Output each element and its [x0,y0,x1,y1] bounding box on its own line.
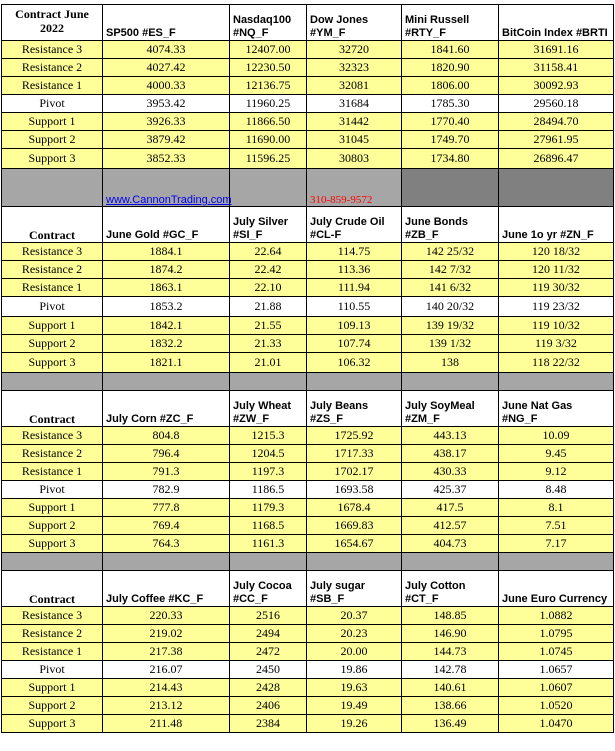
level-value: 1186.5 [230,481,307,499]
level-value: 1785.30 [402,95,499,113]
level-value: 1168.5 [230,517,307,535]
header-row [2,391,614,427]
pivot-row [2,481,614,499]
level-value: 1.0657 [499,661,614,679]
level-value: 22.10 [230,279,307,297]
separator-cell [499,373,614,391]
level-value: 11690.00 [230,131,307,149]
separator-cell [402,553,499,571]
level-value: 27961.95 [499,131,614,149]
level-label: Support 2 [2,517,103,535]
level-value: 11960.25 [230,95,307,113]
level-label: Pivot [2,95,103,113]
level-value: 425.37 [402,481,499,499]
website-link[interactable]: www.CannonTrading.com [103,169,230,207]
level-value: 142 25/32 [402,243,499,261]
level-row [2,463,614,481]
level-row [2,149,614,169]
level-value: 782.9 [103,481,230,499]
separator-cell [103,373,230,391]
column-header: July SoyMeal #ZM_F [402,391,499,427]
level-value: 2428 [230,679,307,697]
level-value: 31045 [307,131,402,149]
level-value: 1693.58 [307,481,402,499]
level-value: 219.02 [103,625,230,643]
level-value: 1749.70 [402,131,499,149]
level-row [2,535,614,553]
column-header: July Beans #ZS_F [307,391,402,427]
banner-cell [2,169,103,207]
level-value: 3926.33 [103,113,230,131]
level-value: 4027.42 [103,59,230,77]
level-value: 31158.41 [499,59,614,77]
level-value: 140.61 [402,679,499,697]
column-header: July Cotton #CT_F [402,571,499,607]
level-value: 211.48 [103,715,230,733]
banner-cell [230,169,307,207]
level-value: 30092.93 [499,77,614,95]
level-value: 11596.25 [230,149,307,169]
level-value: 31684 [307,95,402,113]
level-value: 1717.33 [307,445,402,463]
level-value: 2494 [230,625,307,643]
level-value: 21.33 [230,335,307,353]
level-value: 109.13 [307,317,402,335]
level-value: 2406 [230,697,307,715]
level-value: 1725.92 [307,427,402,445]
level-value: 3953.42 [103,95,230,113]
level-value: 19.26 [307,715,402,733]
level-label: Support 2 [2,697,103,715]
level-value: 216.07 [103,661,230,679]
level-value: 148.85 [402,607,499,625]
level-value: 796.4 [103,445,230,463]
level-row [2,697,614,715]
separator-cell [230,553,307,571]
column-header: July Silver #SI_F [230,207,307,243]
level-value: 26896.47 [499,149,614,169]
level-value: 3852.33 [103,149,230,169]
level-value: 4000.33 [103,77,230,95]
column-header: July Wheat #ZW_F [230,391,307,427]
level-value: 804.8 [103,427,230,445]
level-row [2,445,614,463]
level-value: 119 10/32 [499,317,614,335]
level-value: 139 1/32 [402,335,499,353]
level-label: Support 3 [2,715,103,733]
separator-cell [2,553,103,571]
level-value: 19.86 [307,661,402,679]
support-resistance-table [1,4,614,733]
phone-number: 310-859-9572 [307,169,402,207]
level-value: 1654.67 [307,535,402,553]
separator-cell [307,373,402,391]
level-value: 430.33 [402,463,499,481]
level-row [2,243,614,261]
pivot-row [2,661,614,679]
level-row [2,41,614,59]
level-label: Resistance 3 [2,41,103,59]
level-value: 8.48 [499,481,614,499]
section-stock-indices [2,5,614,169]
level-value: 120 11/32 [499,261,614,279]
level-value: 1702.17 [307,463,402,481]
level-value: 31442 [307,113,402,131]
level-value: 31691.16 [499,41,614,59]
level-value: 11866.50 [230,113,307,131]
level-value: 9.12 [499,463,614,481]
level-value: 1806.00 [402,77,499,95]
level-label: Resistance 1 [2,77,103,95]
section-metals-energy-bonds [2,207,614,373]
level-label: Resistance 3 [2,243,103,261]
level-label: Resistance 2 [2,445,103,463]
level-value: 404.73 [402,535,499,553]
level-label: Resistance 3 [2,427,103,445]
level-value: 777.8 [103,499,230,517]
level-row [2,59,614,77]
level-value: 3879.42 [103,131,230,149]
level-value: 2516 [230,607,307,625]
level-value: 1204.5 [230,445,307,463]
level-value: 1821.1 [103,353,230,373]
pivot-row [2,297,614,317]
column-header: Nasdaq100 #NQ_F [230,5,307,41]
level-row [2,715,614,733]
separator-cell [499,553,614,571]
level-value: 791.3 [103,463,230,481]
level-value: 111.94 [307,279,402,297]
column-header: July Cocoa #CC_F [230,571,307,607]
level-value: 1.0745 [499,643,614,661]
level-row [2,499,614,517]
level-value: 20.23 [307,625,402,643]
level-value: 1841.60 [402,41,499,59]
separator-cell [307,553,402,571]
contract-header-line1: Contract June [15,7,89,21]
level-value: 1884.1 [103,243,230,261]
level-value: 1832.2 [103,335,230,353]
section-softs-currency [2,571,614,733]
spacer-group [2,373,614,391]
contract-header [2,5,103,41]
separator-cell [402,373,499,391]
level-label: Resistance 3 [2,607,103,625]
level-label: Resistance 2 [2,625,103,643]
column-header: June Nat Gas #NG_F [499,391,614,427]
column-header: July Coffee #KC_F [103,571,230,607]
level-value: 114.75 [307,243,402,261]
level-label: Pivot [2,481,103,499]
level-value: 2384 [230,715,307,733]
separator-row [2,373,614,391]
level-value: 120 18/32 [499,243,614,261]
level-value: 141 6/32 [402,279,499,297]
level-row [2,335,614,353]
separator-cell [2,373,103,391]
level-row [2,625,614,643]
level-row [2,279,614,297]
level-value: 22.64 [230,243,307,261]
level-value: 12136.75 [230,77,307,95]
level-row [2,261,614,279]
level-value: 138 [402,353,499,373]
level-value: 28494.70 [499,113,614,131]
level-value: 138.66 [402,697,499,715]
level-label: Resistance 1 [2,279,103,297]
level-value: 118 22/32 [499,353,614,373]
level-value: 1842.1 [103,317,230,335]
level-value: 21.01 [230,353,307,373]
level-row [2,643,614,661]
level-row [2,607,614,625]
level-value: 764.3 [103,535,230,553]
separator-cell [103,553,230,571]
header-row [2,207,614,243]
level-value: 32081 [307,77,402,95]
level-value: 119 30/32 [499,279,614,297]
level-value: 217.38 [103,643,230,661]
column-header: July Corn #ZC_F [103,391,230,427]
level-value: 9.45 [499,445,614,463]
level-label: Resistance 1 [2,643,103,661]
level-label: Resistance 1 [2,463,103,481]
level-value: 29560.18 [499,95,614,113]
level-value: 213.12 [103,697,230,715]
section-grains-natgas [2,391,614,553]
level-value: 1734.80 [402,149,499,169]
column-header: Mini Russell #RTY_F [402,5,499,41]
level-row [2,517,614,535]
contract-header: Contract [2,207,103,243]
level-label: Support 1 [2,113,103,131]
level-value: 30803 [307,149,402,169]
header-row [2,571,614,607]
level-value: 1.0470 [499,715,614,733]
separator-cell [230,373,307,391]
level-value: 119 23/32 [499,297,614,317]
level-value: 7.51 [499,517,614,535]
level-value: 142 7/32 [402,261,499,279]
pivot-row [2,95,614,113]
level-value: 139 19/32 [402,317,499,335]
header-row [2,5,614,41]
level-value: 412.57 [402,517,499,535]
level-row [2,317,614,335]
level-row [2,77,614,95]
level-label: Support 1 [2,679,103,697]
level-row [2,427,614,445]
banner-row-group [2,169,614,207]
banner-row [2,169,614,207]
level-row [2,353,614,373]
column-header: Dow Jones #YM_F [307,5,402,41]
level-label: Pivot [2,297,103,317]
banner-cell [499,169,614,207]
banner-cell [402,169,499,207]
column-header: July Crude Oil #CL-F [307,207,402,243]
level-value: 7.17 [499,535,614,553]
level-label: Support 3 [2,535,103,553]
level-value: 4074.33 [103,41,230,59]
level-value: 1874.2 [103,261,230,279]
level-value: 144.73 [402,643,499,661]
separator-row [2,553,614,571]
level-value: 438.17 [402,445,499,463]
level-value: 1197.3 [230,463,307,481]
level-row [2,679,614,697]
level-value: 110.55 [307,297,402,317]
level-value: 20.00 [307,643,402,661]
level-value: 417.5 [402,499,499,517]
level-value: 214.43 [103,679,230,697]
level-value: 142.78 [402,661,499,679]
contract-header-line2: 2022 [40,21,64,35]
level-value: 10.09 [499,427,614,445]
column-header: June 1o yr #ZN_F [499,207,614,243]
column-header: June Gold #GC_F [103,207,230,243]
level-value: 106.32 [307,353,402,373]
level-label: Support 2 [2,335,103,353]
level-value: 19.63 [307,679,402,697]
level-value: 146.90 [402,625,499,643]
level-value: 1.0882 [499,607,614,625]
level-value: 1770.40 [402,113,499,131]
level-value: 1179.3 [230,499,307,517]
level-value: 1669.83 [307,517,402,535]
level-value: 12407.00 [230,41,307,59]
contract-header: Contract [2,391,103,427]
level-value: 1863.1 [103,279,230,297]
level-value: 20.37 [307,607,402,625]
level-value: 12230.50 [230,59,307,77]
level-value: 1820.90 [402,59,499,77]
level-label: Pivot [2,661,103,679]
column-header: July sugar #SB_F [307,571,402,607]
level-value: 220.33 [103,607,230,625]
level-value: 22.42 [230,261,307,279]
contract-header: Contract [2,571,103,607]
level-value: 1.0520 [499,697,614,715]
level-value: 1215.3 [230,427,307,445]
level-row [2,113,614,131]
level-label: Support 2 [2,131,103,149]
level-value: 32720 [307,41,402,59]
level-value: 1853.2 [103,297,230,317]
level-value: 140 20/32 [402,297,499,317]
level-label: Support 3 [2,149,103,169]
level-value: 32323 [307,59,402,77]
level-value: 1.0795 [499,625,614,643]
level-row [2,131,614,149]
level-value: 443.13 [402,427,499,445]
level-value: 136.49 [402,715,499,733]
level-value: 1161.3 [230,535,307,553]
column-header: June Euro Currency [499,571,614,607]
level-value: 107.74 [307,335,402,353]
level-value: 21.55 [230,317,307,335]
level-value: 2472 [230,643,307,661]
level-value: 21.88 [230,297,307,317]
column-header: June Bonds #ZB_F [402,207,499,243]
level-label: Resistance 2 [2,59,103,77]
level-value: 113.36 [307,261,402,279]
column-header: BitCoin Index #BRTI [499,5,614,41]
level-label: Resistance 2 [2,261,103,279]
level-value: 1678.4 [307,499,402,517]
level-value: 119 3/32 [499,335,614,353]
level-label: Support 3 [2,353,103,373]
spacer-group [2,553,614,571]
column-header: SP500 #ES_F [103,5,230,41]
level-value: 769.4 [103,517,230,535]
level-label: Support 1 [2,499,103,517]
level-value: 2450 [230,661,307,679]
level-value: 1.0607 [499,679,614,697]
level-label: Support 1 [2,317,103,335]
level-value: 19.49 [307,697,402,715]
level-value: 8.1 [499,499,614,517]
